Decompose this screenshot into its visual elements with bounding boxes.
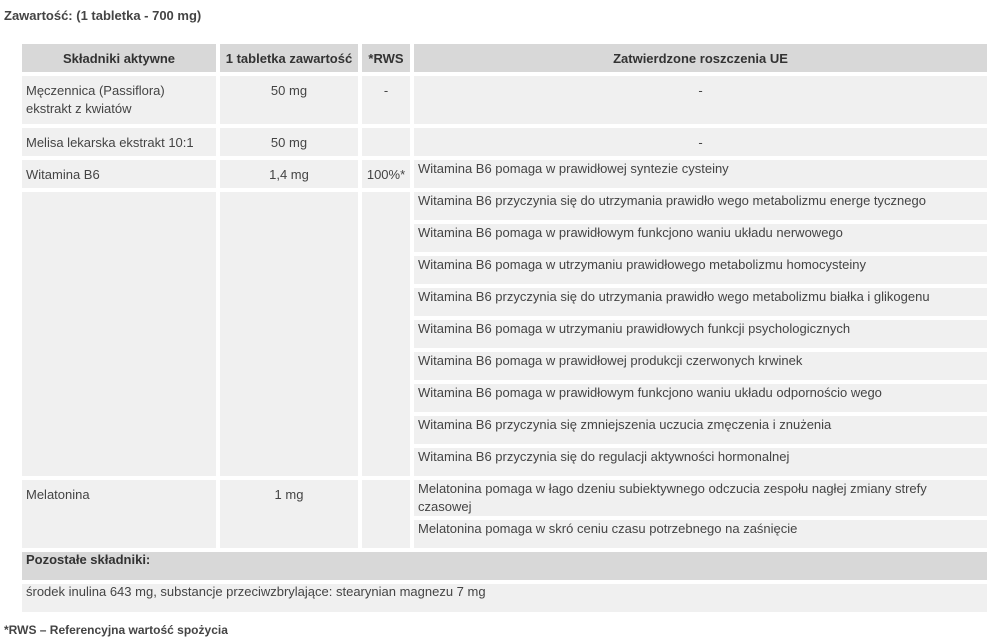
header-active-ingredients: Składniki aktywne: [22, 44, 216, 72]
other-ingredients-heading-row: [22, 552, 987, 580]
ingredient-dose: 1,4 mg: [220, 160, 358, 188]
ingredients-table: [18, 40, 991, 616]
other-ingredients-text: środek inulina 643 mg, substancje przeciwzbrylające: stearynian magnezu 7 mg: [22, 584, 987, 612]
table-row: [22, 192, 987, 220]
table-header-row: [22, 44, 987, 72]
table-row: [22, 76, 987, 124]
ingredient-rws: 100%*: [362, 160, 410, 188]
claim-cell: Witamina B6 przyczynia się do regulacji aktywności hormonalnej: [414, 448, 987, 476]
claim-cell: -: [414, 76, 987, 124]
empty-cell: [22, 192, 216, 476]
claim-cell: Witamina B6 przyczynia się do utrzymania prawidło wego metabolizmu białka i glikogenu: [414, 288, 987, 316]
claim-cell: -: [414, 128, 987, 156]
ingredient-name: Melisa lekarska ekstrakt 10:1: [22, 128, 216, 156]
claim-cell: Witamina B6 pomaga w utrzymaniu prawidłowego metabolizmu homocysteiny: [414, 256, 987, 284]
claim-cell: Melatonina pomaga w skró ceniu czasu potrzebnego na zaśnięcie: [414, 520, 987, 548]
header-claims: Zatwierdzone roszczenia UE: [414, 44, 987, 72]
ingredient-rws: -: [362, 76, 410, 124]
rws-footnote: *RWS – Referencyjna wartość spożycia: [4, 623, 228, 637]
table-row: [22, 160, 987, 188]
claim-cell: Witamina B6 pomaga w utrzymaniu prawidłowych funkcji psychologicznych: [414, 320, 987, 348]
other-ingredients-row: [22, 584, 987, 612]
header-dose: 1 tabletka zawartość: [220, 44, 358, 72]
claim-cell: Melatonina pomaga w łago dzeniu subiektywnego odczucia zespołu nagłej zmiany strefy czasowej: [414, 480, 987, 516]
claim-cell: Witamina B6 pomaga w prawidłowej syntezie cysteiny: [414, 160, 987, 188]
other-ingredients-heading: Pozostałe składniki:: [22, 552, 987, 580]
empty-cell: [220, 192, 358, 476]
claim-cell: Witamina B6 pomaga w prawidłowej produkcji czerwonych krwinek: [414, 352, 987, 380]
ingredient-rws: [362, 128, 410, 156]
claim-cell: Witamina B6 przyczynia się zmniejszenia uczucia zmęczenia i znużenia: [414, 416, 987, 444]
header-rws: *RWS: [362, 44, 410, 72]
page-title: Zawartość: (1 tabletka - 700 mg): [4, 8, 202, 23]
empty-cell: [362, 192, 410, 476]
ingredient-name: Męczennica (Passiflora) ekstrakt z kwiatów: [22, 76, 216, 124]
ingredient-rws: [362, 480, 410, 548]
claim-cell: Witamina B6 pomaga w prawidłowym funkcjono waniu układu odpornościo wego: [414, 384, 987, 412]
claim-cell: Witamina B6 przyczynia się do utrzymania prawidło wego metabolizmu energe tycznego: [414, 192, 987, 220]
claim-cell: Witamina B6 pomaga w prawidłowym funkcjono waniu układu nerwowego: [414, 224, 987, 252]
ingredient-name: Melatonina: [22, 480, 216, 548]
ingredient-dose: 1 mg: [220, 480, 358, 548]
ingredient-dose: 50 mg: [220, 128, 358, 156]
table-row: [22, 128, 987, 156]
ingredient-name: Witamina B6: [22, 160, 216, 188]
table-row: [22, 480, 987, 516]
ingredient-dose: 50 mg: [220, 76, 358, 124]
